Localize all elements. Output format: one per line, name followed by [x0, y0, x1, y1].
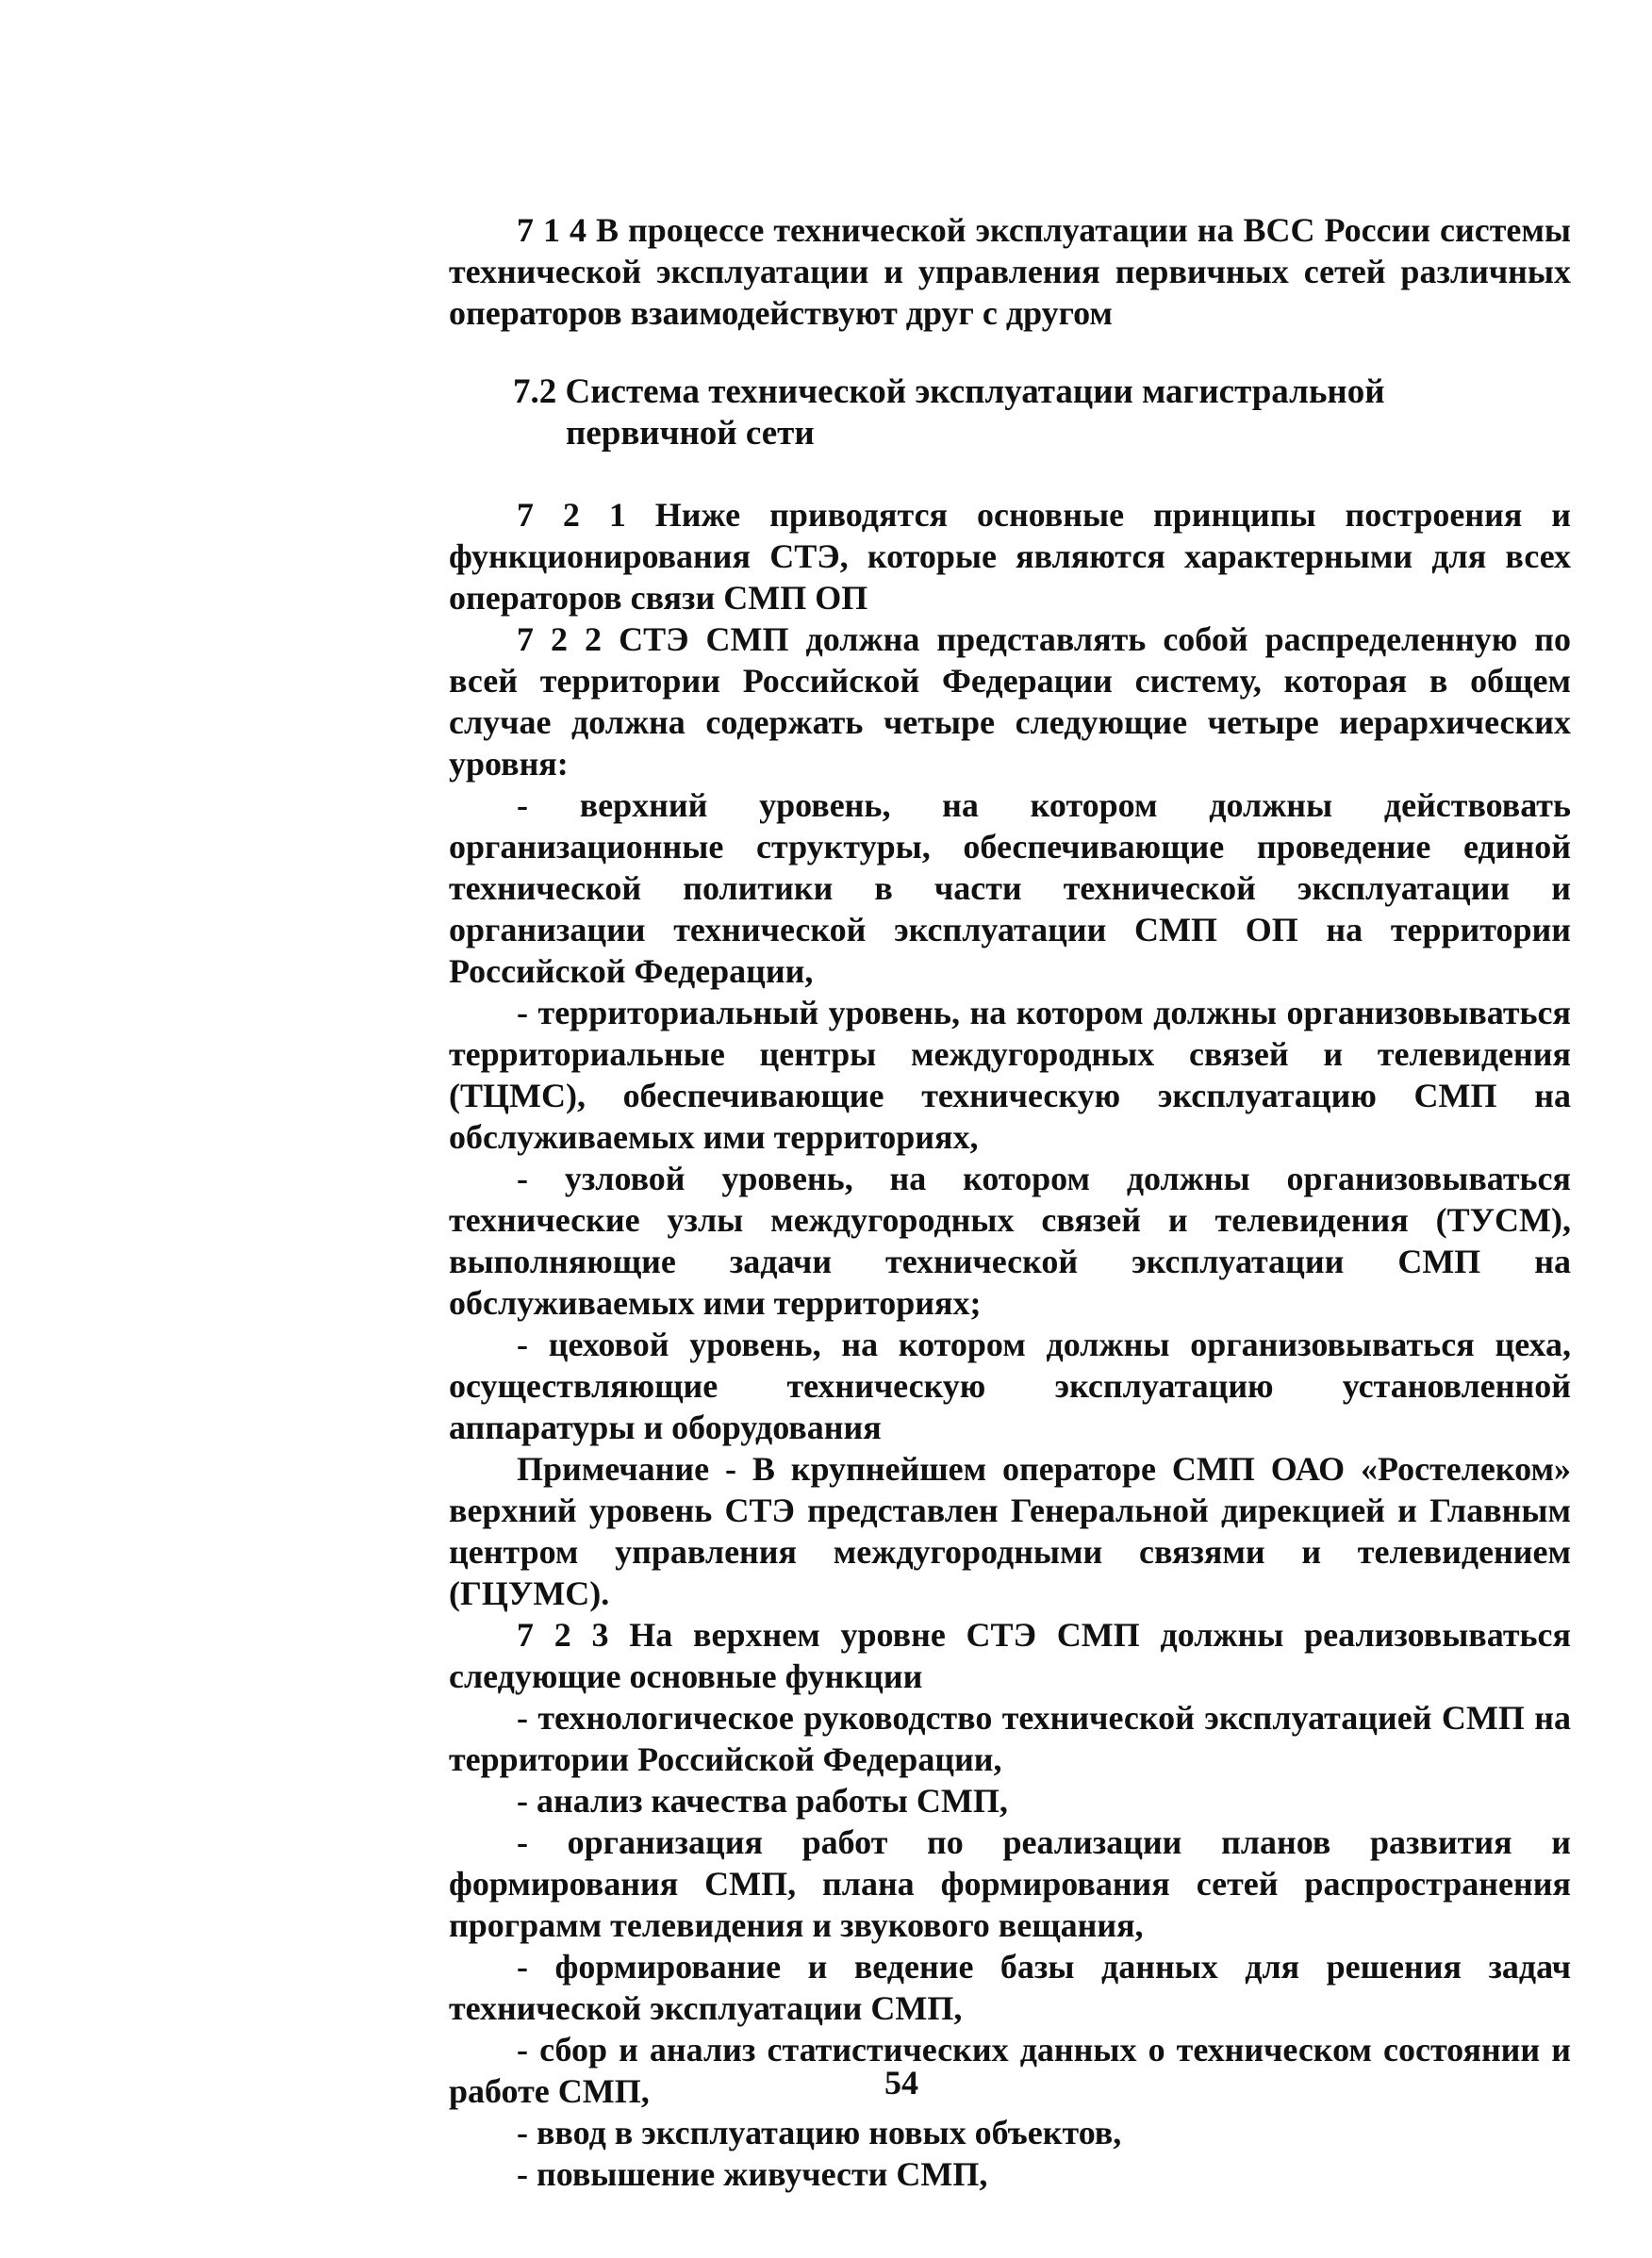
intro-paragraph: 7 1 4 В процессе технической эксплуатации на ВСС России системы технической эксплуатации и управления первичных сетей различных операторов взаимодействуют друг с другом [449, 211, 1571, 332]
list-item-node-level: - узловой уровень, на котором должны организовываться технические узлы междугородных связей и телевидения (ТУСМ), выполняющие задачи технической эксплуатации СМП на обслуживаемых ими территориях; [449, 1160, 1571, 1322]
list-item-shop-level: - цеховой уровень, на котором должны организовываться цеха, осуществляющие техническую эксплуатацию установленной аппаратуры и оборудования [449, 1326, 1571, 1446]
section-heading [449, 371, 1571, 454]
section-heading-line1: 7.2 Система технической эксплуатации магистральной [513, 372, 1385, 411]
list-item-function: - ввод в эксплуатацию новых объектов, [517, 2114, 1122, 2151]
list-item-function: - формирование и ведение базы данных для решения задач технической эксплуатации СМП, [449, 1948, 1571, 2027]
list-item-function: - технологическое руководство технической эксплуатацией СМП на территории Российской Федерации, [449, 1699, 1571, 1778]
list-item-function: - сбор и анализ статистических данных о техническом состоянии и работе СМП, [449, 2031, 1571, 2110]
page-number: 54 [884, 2064, 918, 2101]
list-item-function: - повышение живучести СМП, [517, 2155, 988, 2193]
section-heading-line2: первичной сети [566, 414, 815, 453]
paragraph-7-2-1: 7 2 1 Ниже приводятся основные принципы построения и функционирования СТЭ, которые являются характерными для всех операторов связи СМП ОП [449, 496, 1571, 617]
document-body [449, 209, 1571, 2195]
list-item-top-level: - верхний уровень, на котором должны действовать организационные структуры, обеспечивающие проведение единой технической политики в части технической эксплуатации и организации технической эксплуатации СМП ОП на территории Российской Федерации, [449, 786, 1571, 990]
paragraph-7-2-3: 7 2 3 На верхнем уровне СТЭ СМП должны реализовываться следующие основные функции [449, 1616, 1571, 1695]
list-item-function: - организация работ по реализации планов развития и формирования СМП, плана формирования сетей распространения программ телевидения и звукового вещания, [449, 1823, 1571, 1944]
note-paragraph: Примечание - В крупнейшем операторе СМП ОАО «Ростелеком» верхний уровень СТЭ представлен Генеральной дирекцией и Главным центром управления междугородными связями и телевидением (ГЦУМС). [449, 1450, 1571, 1612]
paragraph-7-2-2: 7 2 2 СТЭ СМП должна представлять собой распределенную по всей территории Российской Федерации систему, которая в общем случае должна содержать четыре следующие четыре иерархических уровня: [449, 620, 1571, 783]
list-item-territorial-level: - территориальный уровень, на котором должны организовываться территориальные центры междугородных связей и телевидения (ТЦМС), обеспечивающие техническую эксплуатацию СМП на обслуживаемых ими территориях, [449, 994, 1571, 1156]
list-item-function: - анализ качества работы СМП, [517, 1782, 1008, 1820]
